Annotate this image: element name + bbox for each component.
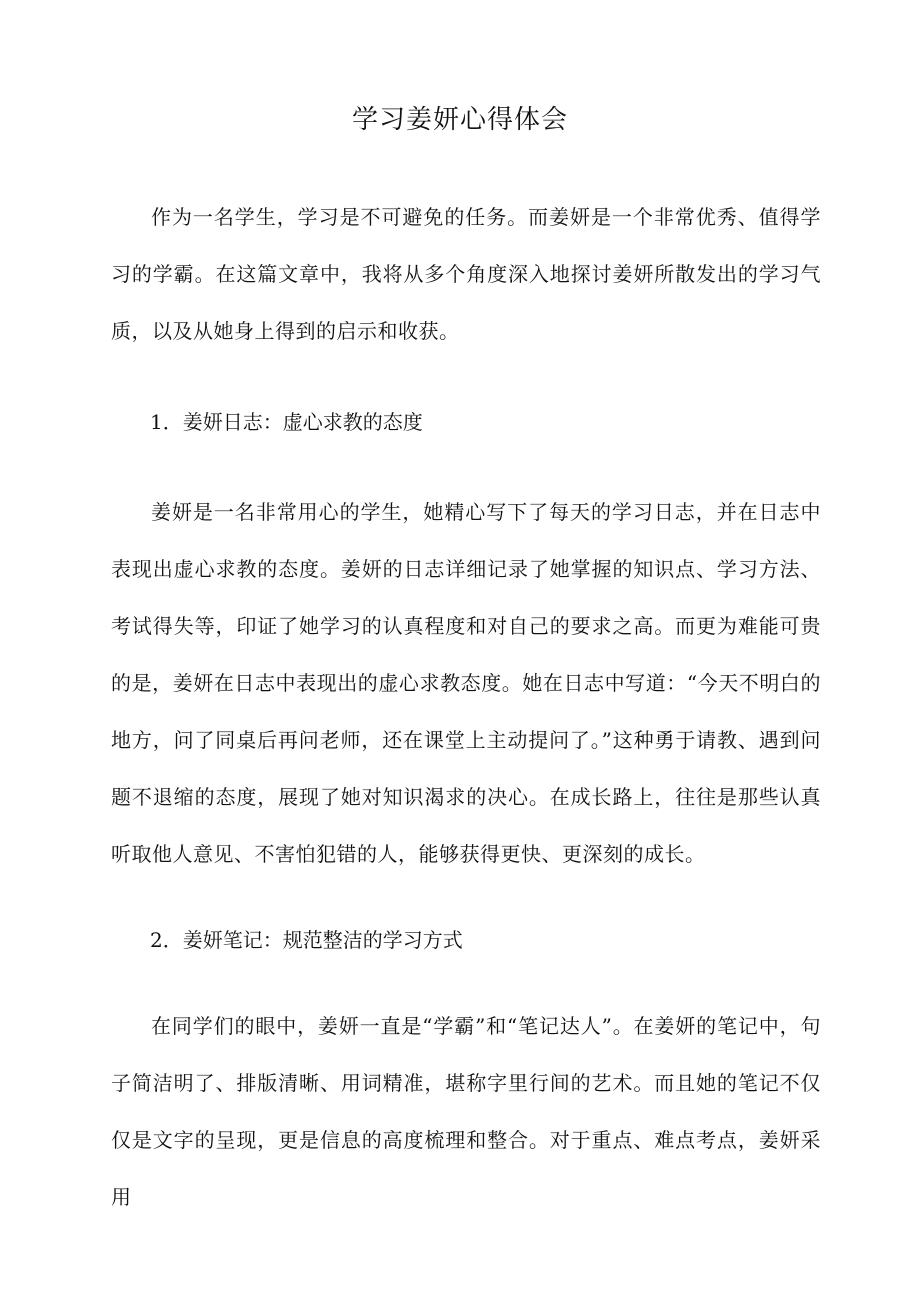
section-2-paragraph: 在同学们的眼中，姜妍一直是“学霸”和“笔记达人”。在姜妍的笔记中，句子简洁明了、排版清晰、用词精准，堪称字里行间的艺术。而且她的笔记不仅仅是文字的呈现，更是信息的高度梳理和整合。对于重点、难点考点，姜妍采用 — [111, 1014, 821, 1209]
section-1-paragraph: 姜妍是一名非常用心的学生，她精心写下了每天的学习日志，并在日志中表现出虚心求教的态度。姜妍的日志详细记录了她掌握的知识点、学习方法、考试得失等，印证了她学习的认真程度和对自己的要求之高。而更为难能可贵的是，姜妍在日志中表现出的虚心求教态度。她在日志中写道：“今天不明白的地方，问了同桌后再问老师，还在课堂上主动提问了。”这种勇于请教、遇到问题不退缩的态度，展现了她对知识渴求的决心。在成长路上，往往是那些认真听取他人意见、不害怕犯错的人，能够获得更快、更深刻的成长。 — [111, 500, 821, 866]
intro-paragraph: 作为一名学生，学习是不可避免的任务。而姜妍是一个非常优秀、值得学习的学霸。在这篇文章中，我将从多个角度深入地探讨姜妍所散发出的学习气质，以及从她身上得到的启示和收获。 — [111, 205, 821, 343]
section-2-heading: 2．姜妍笔记：规范整洁的学习方式 — [150, 928, 463, 952]
section-1-heading: 1．姜妍日志：虚心求教的态度 — [150, 410, 423, 434]
document-title: 学习姜妍心得体会 — [351, 105, 568, 135]
